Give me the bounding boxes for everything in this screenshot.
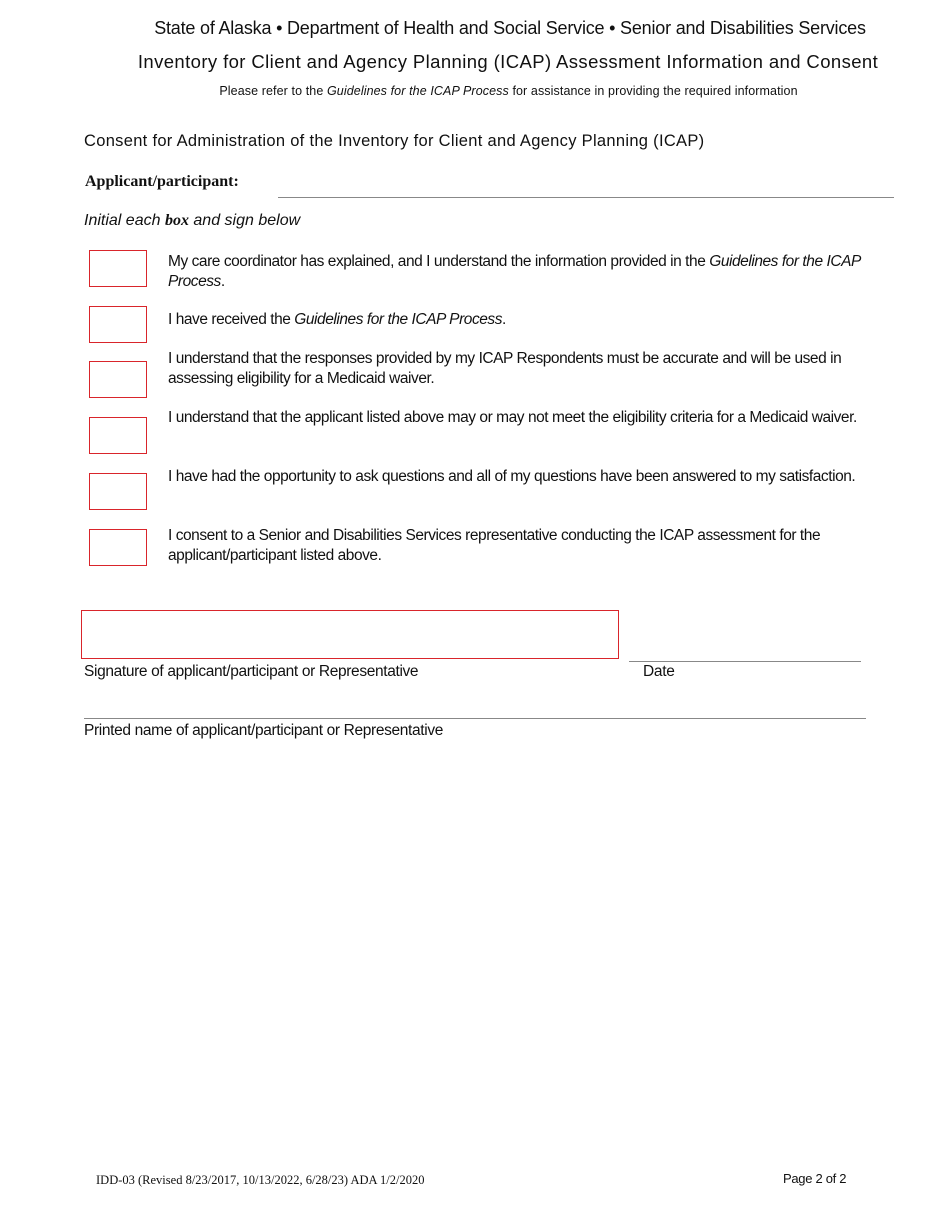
signature-field[interactable] xyxy=(81,610,619,659)
form-title: Inventory for Client and Agency Planning (ICAP) Assessment Information and Consent xyxy=(137,51,879,72)
initial-box-6[interactable] xyxy=(89,529,147,566)
reference-prefix: Please refer to the xyxy=(219,84,324,98)
date-label: Date xyxy=(643,663,675,680)
reference-suffix: for assistance in providing the required information xyxy=(512,84,798,98)
consent-item-4: I understand that the applicant listed above may or may not meet the eligibility criteria for a Medicaid waiver. xyxy=(168,409,857,426)
header-agency: State of Alaska • Department of Health and Social Service • Senior and Disabilities Services xyxy=(154,18,866,38)
consent-item-1-italic: Guidelines for the ICAP Process xyxy=(168,253,861,290)
initial-box-3[interactable] xyxy=(89,361,147,398)
printed-name-field[interactable] xyxy=(84,718,866,719)
consent-item-2-text: I have received the xyxy=(168,311,291,328)
initial-box-2[interactable] xyxy=(89,306,147,343)
consent-item-6: I consent to a Senior and Disabilities Services representative conducting the ICAP assessment for the applicant/participant listed above. xyxy=(168,527,821,564)
consent-item-1-text: My care coordinator has explained, and I understand the information provided in the xyxy=(168,253,706,270)
initial-box-4[interactable] xyxy=(89,417,147,454)
printed-name-label: Printed name of applicant/participant or Representative xyxy=(84,722,443,739)
signature-label: Signature of applicant/participant or Representative xyxy=(84,663,419,680)
initial-box-1[interactable] xyxy=(89,250,147,287)
applicant-label: Applicant/participant: xyxy=(85,173,239,190)
footer-page-number: Page 2 of 2 xyxy=(783,1171,847,1186)
instruction-box-word: box xyxy=(164,212,189,229)
reference-guidelines: Guidelines for the ICAP Process xyxy=(326,84,509,98)
instruction xyxy=(84,212,300,230)
consent-item-2 xyxy=(168,310,888,330)
applicant-field[interactable] xyxy=(278,197,894,198)
section-title: Consent for Administration of the Inventory for Client and Agency Planning (ICAP) xyxy=(84,132,705,150)
instruction-prefix: Initial each xyxy=(84,212,161,229)
initial-box-5[interactable] xyxy=(89,473,147,510)
consent-item-5: I have had the opportunity to ask questions and all of my questions have been answered to my satisfaction. xyxy=(168,468,856,485)
footer-form-id: IDD-03 (Revised 8/23/2017, 10/13/2022, 6/28/23) ADA 1/2/2020 xyxy=(96,1173,425,1187)
consent-item-3: I understand that the responses provided by my ICAP Respondents must be accurate and will be used in assessing eligibility for a Medicaid waiver. xyxy=(168,350,842,387)
instruction-suffix: and sign below xyxy=(193,212,301,229)
consent-item-1 xyxy=(168,252,888,291)
date-field[interactable] xyxy=(629,661,861,662)
consent-item-2-suffix: . xyxy=(502,311,506,328)
consent-item-1-suffix: . xyxy=(220,272,225,290)
header-reference-note xyxy=(0,84,950,98)
consent-item-2-italic: Guidelines for the ICAP Process xyxy=(294,311,503,328)
